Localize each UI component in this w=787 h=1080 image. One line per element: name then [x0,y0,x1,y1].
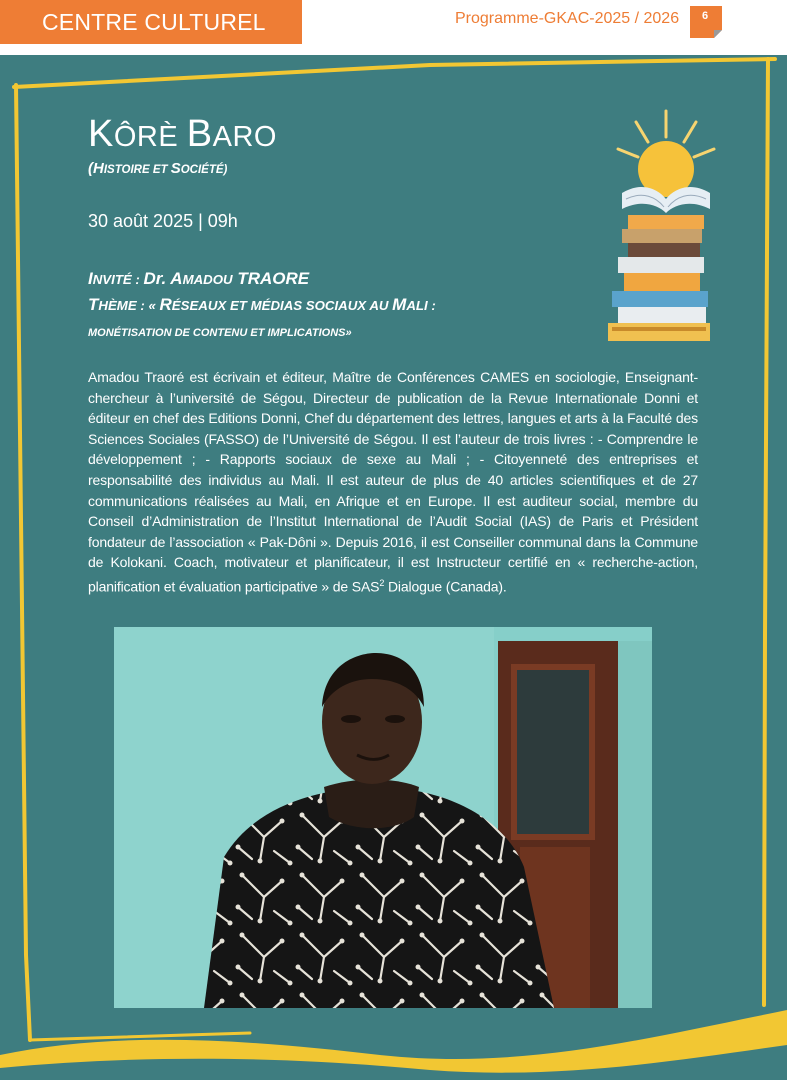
theme-line-2: MONÉTISATION DE CONTENU ET IMPLICATIONS» [88,327,352,339]
theme-line: THÈME : « RÉSEAUX ET MÉDIAS SOCIAUX AU MALI : [88,295,436,314]
guest-line: INVITÉ : Dr. AMADOU TRAORE [88,269,310,288]
event-subtitle: (HISTOIRE ET SOCIÉTÉ) [88,160,228,177]
brand-banner: CENTRE CULTUREL [0,0,302,44]
programme-label: Programme-GKAC-2025 / 2026 [455,10,680,27]
event-title: KÔRÈ BARO [88,113,277,155]
page-header [0,0,787,55]
page-number: 6 [702,10,709,22]
book-stack-sun-icon [598,107,718,343]
speaker-photo [114,627,652,1008]
content-panel [0,55,787,1080]
event-date: 30 août 2025 | 09h [88,211,238,231]
speaker-biography: Amadou Traoré est écrivain et éditeur, Maître de Conférences CAMES en sociologie, Enseignant-chercheur à l’université de Ségou, Directeur de publication de la Revue Internationale Donni et éditeur en chef des Editions Donni, Chef du département des lettres, langues et arts à la Faculté des Sciences Sociales (FASSO) de l’Université de Ségou. Il est l’auteur de trois livres : - Comprendre le développement ; - Rapports sociaux de sexe au Mali ; - Citoyenneté des entreprises et responsabilité des individus au Mali. Il est auteur de plus de 40 articles scientifiques et de 27 communications réalisées au Mali, en Afrique et en Europe. Il est auditeur social, membre du Conseil d’Administration de l’Institut International de l’Audit Social (IAS) de Paris et Président fondateur de l’association « Pak-Dôni ». Depuis 2016, il est Conseiller communal dans la Commune de Kolokani. Coach, motivateur et planificateur, il est Instructeur certifié en « recherche-action, planification et évaluation participative » de SAS$^2$ Dialogue (Canada). [88,369,698,595]
